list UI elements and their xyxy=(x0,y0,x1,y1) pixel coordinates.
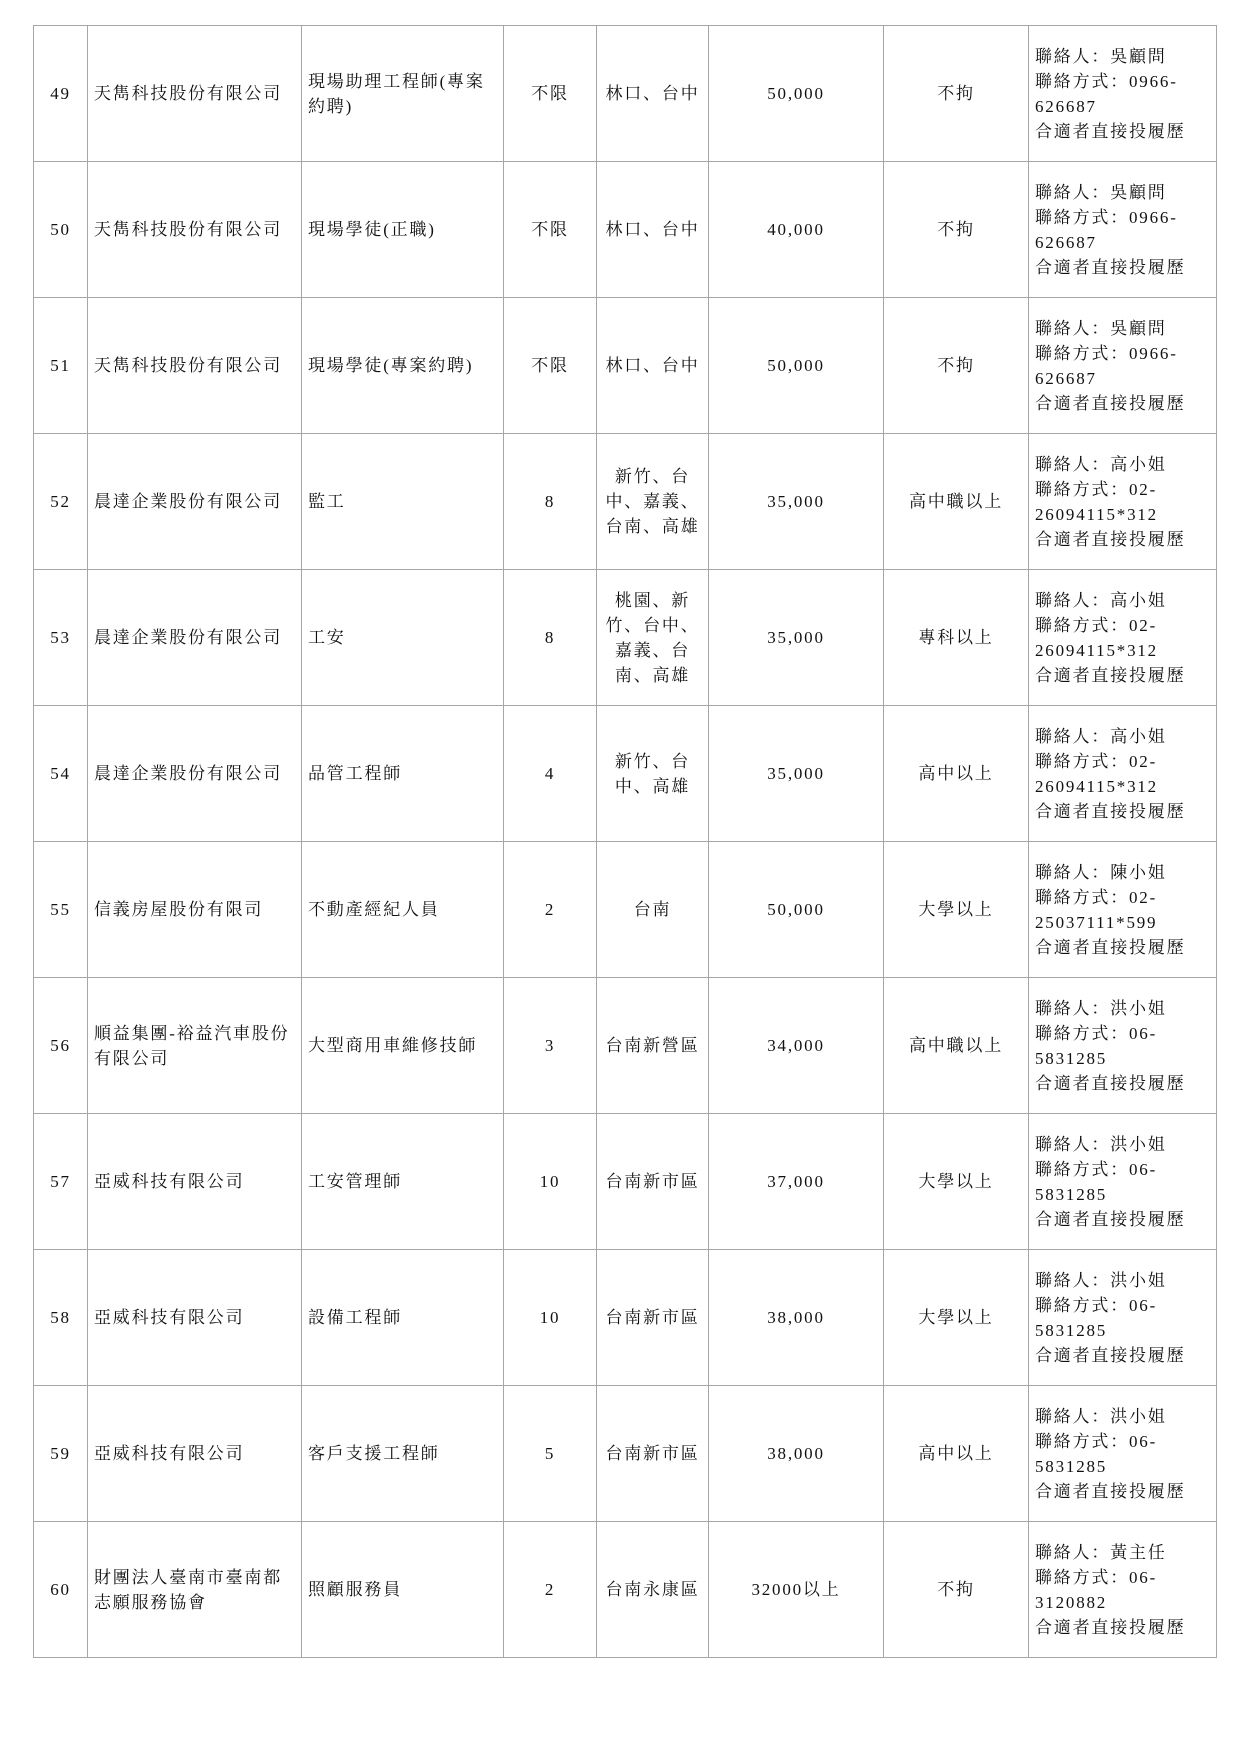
application-note: 合適者直接投履歷 xyxy=(1035,1481,1186,1501)
salary: 40,000 xyxy=(709,162,884,298)
row-number: 60 xyxy=(34,1522,88,1658)
education-requirement: 高中職以上 xyxy=(884,434,1029,570)
education-requirement: 專科以上 xyxy=(884,570,1029,706)
contact-person: 聯絡人：吳顧問 xyxy=(1035,182,1167,202)
application-note: 合適者直接投履歷 xyxy=(1035,801,1186,821)
company-name: 天雋科技股份有限公司 xyxy=(88,26,302,162)
contact-person: 聯絡人：吳顧問 xyxy=(1035,46,1167,66)
contact-info xyxy=(1029,434,1217,570)
contact-info xyxy=(1029,26,1217,162)
headcount: 10 xyxy=(504,1250,597,1386)
company-name: 亞威科技有限公司 xyxy=(88,1250,302,1386)
salary: 38,000 xyxy=(709,1250,884,1386)
salary: 50,000 xyxy=(709,298,884,434)
contact-phone: 聯絡方式：06-5831285 xyxy=(1035,1159,1158,1204)
contact-person: 聯絡人：洪小姐 xyxy=(1035,1270,1167,1290)
row-number: 53 xyxy=(34,570,88,706)
contact-info xyxy=(1029,978,1217,1114)
headcount: 2 xyxy=(504,842,597,978)
education-requirement: 不拘 xyxy=(884,298,1029,434)
headcount: 2 xyxy=(504,1522,597,1658)
contact-person: 聯絡人：高小姐 xyxy=(1035,454,1167,474)
contact-phone: 聯絡方式：02-26094115*312 xyxy=(1035,751,1158,796)
work-location: 台南永康區 xyxy=(597,1522,709,1658)
contact-phone: 聯絡方式：06-5831285 xyxy=(1035,1431,1158,1476)
work-location: 林口、台中 xyxy=(597,298,709,434)
job-title: 現場學徒(專案約聘) xyxy=(302,298,504,434)
contact-person: 聯絡人：吳顧問 xyxy=(1035,318,1167,338)
company-name: 信義房屋股份有限司 xyxy=(88,842,302,978)
salary: 50,000 xyxy=(709,26,884,162)
headcount: 不限 xyxy=(504,298,597,434)
contact-info xyxy=(1029,706,1217,842)
education-requirement: 不拘 xyxy=(884,26,1029,162)
row-number: 56 xyxy=(34,978,88,1114)
table-row xyxy=(34,1386,1217,1522)
job-title: 客戶支援工程師 xyxy=(302,1386,504,1522)
work-location: 台南新營區 xyxy=(597,978,709,1114)
salary: 50,000 xyxy=(709,842,884,978)
contact-info xyxy=(1029,298,1217,434)
table-row xyxy=(34,842,1217,978)
contact-info xyxy=(1029,1114,1217,1250)
row-number: 55 xyxy=(34,842,88,978)
row-number: 50 xyxy=(34,162,88,298)
company-name: 晨達企業股份有限公司 xyxy=(88,570,302,706)
contact-phone: 聯絡方式：0966-626687 xyxy=(1035,343,1178,388)
education-requirement: 不拘 xyxy=(884,1522,1029,1658)
salary: 35,000 xyxy=(709,706,884,842)
company-name: 亞威科技有限公司 xyxy=(88,1386,302,1522)
table-row xyxy=(34,1250,1217,1386)
job-title: 監工 xyxy=(302,434,504,570)
salary: 35,000 xyxy=(709,570,884,706)
table-row xyxy=(34,1114,1217,1250)
application-note: 合適者直接投履歷 xyxy=(1035,665,1186,685)
contact-person: 聯絡人：洪小姐 xyxy=(1035,998,1167,1018)
contact-info xyxy=(1029,842,1217,978)
contact-person: 聯絡人：高小姐 xyxy=(1035,590,1167,610)
job-title: 工安管理師 xyxy=(302,1114,504,1250)
contact-phone: 聯絡方式：0966-626687 xyxy=(1035,71,1178,116)
table-row xyxy=(34,162,1217,298)
table-row xyxy=(34,26,1217,162)
row-number: 51 xyxy=(34,298,88,434)
contact-phone: 聯絡方式：06-3120882 xyxy=(1035,1567,1158,1612)
application-note: 合適者直接投履歷 xyxy=(1035,257,1186,277)
salary: 35,000 xyxy=(709,434,884,570)
contact-info xyxy=(1029,1522,1217,1658)
application-note: 合適者直接投履歷 xyxy=(1035,1617,1186,1637)
company-name: 晨達企業股份有限公司 xyxy=(88,706,302,842)
work-location: 林口、台中 xyxy=(597,26,709,162)
contact-info xyxy=(1029,1386,1217,1522)
application-note: 合適者直接投履歷 xyxy=(1035,121,1186,141)
headcount: 5 xyxy=(504,1386,597,1522)
job-title: 照顧服務員 xyxy=(302,1522,504,1658)
job-title: 現場助理工程師(專案約聘) xyxy=(302,26,504,162)
table-row xyxy=(34,298,1217,434)
table-row xyxy=(34,434,1217,570)
application-note: 合適者直接投履歷 xyxy=(1035,937,1186,957)
company-name: 財團法人臺南市臺南都志願服務協會 xyxy=(88,1522,302,1658)
contact-phone: 聯絡方式：0966-626687 xyxy=(1035,207,1178,252)
company-name: 順益集團-裕益汽車股份有限公司 xyxy=(88,978,302,1114)
headcount: 4 xyxy=(504,706,597,842)
contact-info xyxy=(1029,1250,1217,1386)
headcount: 8 xyxy=(504,570,597,706)
row-number: 54 xyxy=(34,706,88,842)
job-title: 不動產經紀人員 xyxy=(302,842,504,978)
headcount: 不限 xyxy=(504,162,597,298)
company-name: 晨達企業股份有限公司 xyxy=(88,434,302,570)
row-number: 49 xyxy=(34,26,88,162)
company-name: 天雋科技股份有限公司 xyxy=(88,162,302,298)
work-location: 台南新市區 xyxy=(597,1114,709,1250)
contact-person: 聯絡人：洪小姐 xyxy=(1035,1406,1167,1426)
job-title: 大型商用車維修技師 xyxy=(302,978,504,1114)
salary: 37,000 xyxy=(709,1114,884,1250)
job-title: 工安 xyxy=(302,570,504,706)
row-number: 52 xyxy=(34,434,88,570)
headcount: 8 xyxy=(504,434,597,570)
table-row xyxy=(34,706,1217,842)
headcount: 3 xyxy=(504,978,597,1114)
education-requirement: 大學以上 xyxy=(884,1114,1029,1250)
job-title: 現場學徒(正職) xyxy=(302,162,504,298)
company-name: 天雋科技股份有限公司 xyxy=(88,298,302,434)
application-note: 合適者直接投履歷 xyxy=(1035,1073,1186,1093)
company-name: 亞威科技有限公司 xyxy=(88,1114,302,1250)
contact-phone: 聯絡方式：02-25037111*599 xyxy=(1035,887,1158,932)
job-title: 品管工程師 xyxy=(302,706,504,842)
salary: 32000以上 xyxy=(709,1522,884,1658)
work-location: 林口、台中 xyxy=(597,162,709,298)
salary: 34,000 xyxy=(709,978,884,1114)
table-row xyxy=(34,978,1217,1114)
contact-phone: 聯絡方式：02-26094115*312 xyxy=(1035,479,1158,524)
education-requirement: 大學以上 xyxy=(884,842,1029,978)
contact-info xyxy=(1029,570,1217,706)
application-note: 合適者直接投履歷 xyxy=(1035,393,1186,413)
headcount: 不限 xyxy=(504,26,597,162)
table-row xyxy=(34,1522,1217,1658)
education-requirement: 高中以上 xyxy=(884,706,1029,842)
contact-person: 聯絡人：陳小姐 xyxy=(1035,862,1167,882)
contact-phone: 聯絡方式：02-26094115*312 xyxy=(1035,615,1158,660)
job-title: 設備工程師 xyxy=(302,1250,504,1386)
work-location: 新竹、台中、嘉義、台南、高雄 xyxy=(597,434,709,570)
application-note: 合適者直接投履歷 xyxy=(1035,529,1186,549)
work-location: 台南新市區 xyxy=(597,1386,709,1522)
contact-person: 聯絡人：高小姐 xyxy=(1035,726,1167,746)
contact-person: 聯絡人：黃主任 xyxy=(1035,1542,1167,1562)
contact-phone: 聯絡方式：06-5831285 xyxy=(1035,1023,1158,1068)
contact-info xyxy=(1029,162,1217,298)
education-requirement: 大學以上 xyxy=(884,1250,1029,1386)
row-number: 59 xyxy=(34,1386,88,1522)
job-listings-table xyxy=(33,25,1217,1658)
work-location: 桃園、新竹、台中、嘉義、台南、高雄 xyxy=(597,570,709,706)
application-note: 合適者直接投履歷 xyxy=(1035,1345,1186,1365)
education-requirement: 高中以上 xyxy=(884,1386,1029,1522)
work-location: 新竹、台中、高雄 xyxy=(597,706,709,842)
row-number: 58 xyxy=(34,1250,88,1386)
row-number: 57 xyxy=(34,1114,88,1250)
job-listings-body xyxy=(34,26,1217,1658)
application-note: 合適者直接投履歷 xyxy=(1035,1209,1186,1229)
work-location: 台南 xyxy=(597,842,709,978)
education-requirement: 高中職以上 xyxy=(884,978,1029,1114)
contact-person: 聯絡人：洪小姐 xyxy=(1035,1134,1167,1154)
work-location: 台南新市區 xyxy=(597,1250,709,1386)
table-row xyxy=(34,570,1217,706)
headcount: 10 xyxy=(504,1114,597,1250)
salary: 38,000 xyxy=(709,1386,884,1522)
contact-phone: 聯絡方式：06-5831285 xyxy=(1035,1295,1158,1340)
education-requirement: 不拘 xyxy=(884,162,1029,298)
